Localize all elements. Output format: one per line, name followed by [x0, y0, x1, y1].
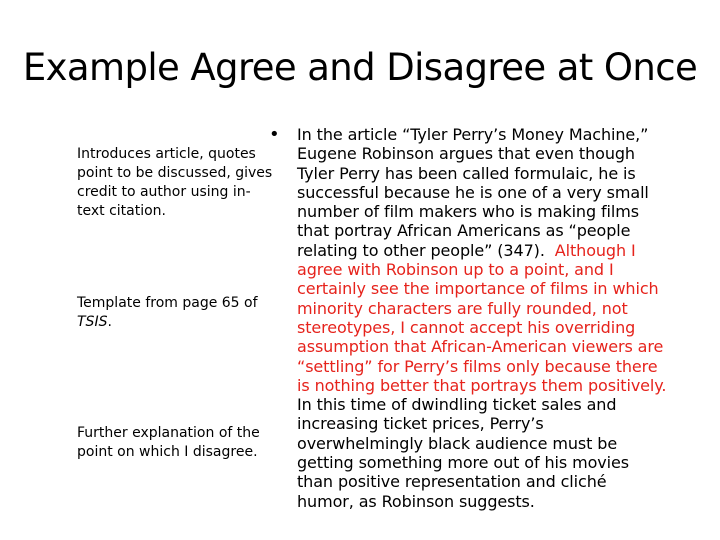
paragraph-line — [297, 434, 689, 453]
plain-text: relating to other people” (347). — [297, 240, 545, 260]
annotation-line — [77, 313, 282, 332]
plain-text: Tyler Perry has been called formulaic, he is — [297, 163, 636, 183]
paragraph-line — [297, 183, 689, 202]
highlighted-text: certainly see the importance of films in which — [297, 279, 659, 299]
plain-text: In the article “Tyler Perry’s Money Machine,” — [297, 125, 649, 144]
plain-text: number of film makers who is making films — [297, 202, 639, 222]
plain-text: Eugene Robinson argues that even though — [297, 144, 635, 164]
annotation-line: Template from page 65 of — [77, 295, 258, 311]
paragraph-line — [297, 241, 689, 260]
highlighted-text: minority characters are fully rounded, not — [297, 298, 628, 318]
plain-text: getting something more out of his movies — [297, 453, 629, 473]
annotation-period: . — [107, 314, 112, 330]
paragraph-line — [297, 453, 689, 472]
annotation-line: Further explanation of the — [77, 425, 260, 441]
plain-text: increasing ticket prices, Perry’s — [297, 414, 544, 434]
annotation-line: point on which I disagree. — [77, 444, 258, 460]
plain-text: that portray African Americans as “people — [297, 221, 631, 241]
paragraph-line — [297, 202, 689, 221]
paragraph-line — [297, 299, 689, 318]
paragraph-line — [297, 125, 689, 144]
paragraph-line — [297, 472, 689, 491]
plain-text: overwhelmingly black audience must be — [297, 433, 618, 453]
paragraph-line — [297, 260, 689, 279]
annotation-intro — [77, 145, 282, 221]
plain-text: than positive representation and cliché — [297, 472, 607, 492]
plain-text: In this time of dwindling ticket sales and — [297, 395, 617, 415]
paragraph-line — [297, 221, 689, 240]
paragraph-line — [297, 357, 689, 376]
annotation-explanation — [77, 424, 282, 462]
highlighted-text: assumption that African-American viewers are — [297, 337, 664, 357]
highlighted-text: agree with Robinson up to a point, and I — [297, 260, 614, 280]
highlighted-text: stereotypes, I cannot accept his overriding — [297, 317, 636, 337]
paragraph-line — [297, 144, 689, 163]
bullet-icon: • — [269, 124, 280, 145]
plain-text: humor, as Robinson suggests. — [297, 491, 535, 511]
paragraph-line — [297, 395, 689, 414]
highlighted-text: “settling” for Perry’s films only because there — [297, 356, 658, 376]
paragraph-line — [297, 376, 689, 395]
paragraph-line — [297, 279, 689, 298]
annotation-line: Introduces article, quotes — [77, 146, 256, 162]
annotation-line: text citation. — [77, 203, 167, 219]
plain-text: successful because he is one of a very small — [297, 182, 649, 202]
slide-title: Example Agree and Disagree at Once — [22, 46, 698, 89]
highlighted-text: is nothing better that portrays them positively. — [297, 375, 667, 395]
annotation-line: point to be discussed, gives — [77, 165, 273, 181]
example-paragraph — [297, 125, 689, 511]
annotation-line: credit to author using in- — [77, 184, 251, 200]
paragraph-line — [297, 414, 689, 433]
paragraph-line — [297, 492, 689, 511]
book-title: TSIS — [77, 314, 108, 330]
annotation-template — [77, 294, 282, 332]
highlighted-text: Although I — [554, 240, 636, 260]
paragraph-line — [297, 318, 689, 337]
paragraph-line — [297, 337, 689, 356]
paragraph-line — [297, 164, 689, 183]
